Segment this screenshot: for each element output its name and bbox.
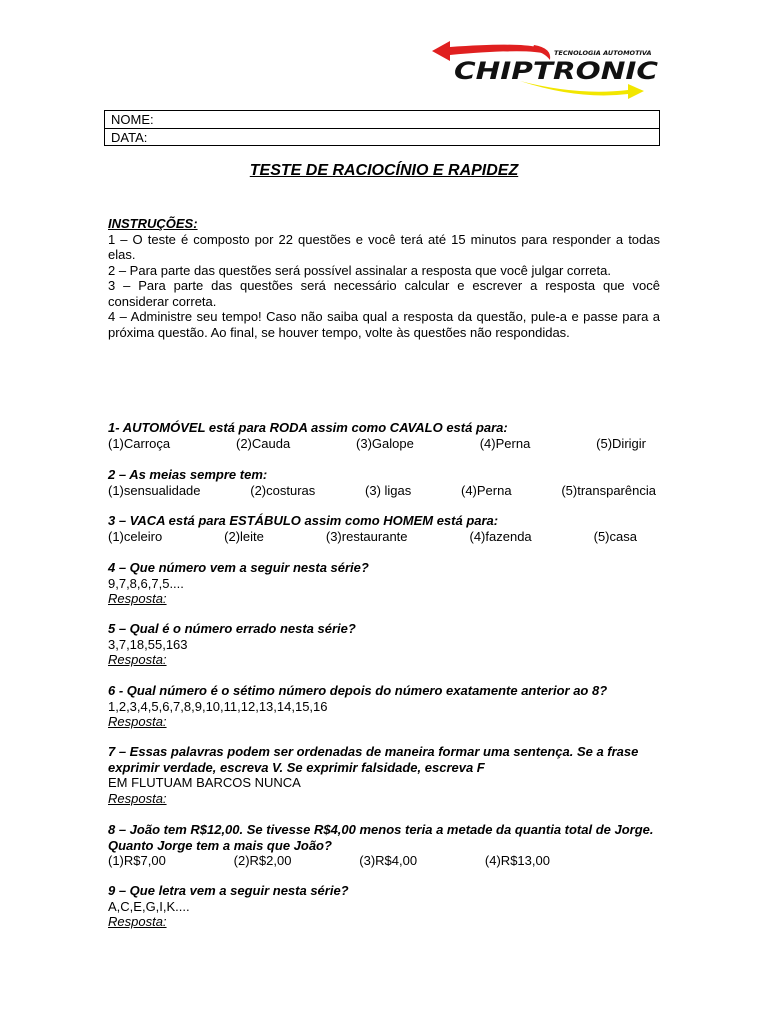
option: (2)Cauda <box>235 435 291 451</box>
option: (4)R$13,00 <box>484 853 550 868</box>
options-row <box>108 436 646 452</box>
question-1 <box>108 420 660 451</box>
options-row <box>108 853 550 869</box>
question-2 <box>108 467 660 498</box>
option: (1)R$7,00 <box>108 853 166 868</box>
name-field-label: NOME: <box>111 112 154 127</box>
logo-wordmark: CHIPTRONIC <box>454 57 659 85</box>
date-field-label: DATA: <box>105 128 659 146</box>
chiptronic-logo <box>428 38 664 100</box>
question-7 <box>108 744 660 806</box>
answer-label: Resposta: <box>108 652 167 667</box>
name-date-box <box>104 110 660 146</box>
instruction-item: 2 – Para parte das questões será possível assinalar a resposta que você julgar correta. <box>108 262 611 278</box>
question-text: 4 – Que número vem a seguir nesta série? <box>108 560 369 575</box>
question-text: 2 – As meias sempre tem: <box>108 467 268 482</box>
instruction-item: 3 – Para parte das questões será necessário calcular e escrever a resposta que você considerar correta. <box>108 278 660 309</box>
question-text: 5 – Qual é o número errado nesta série? <box>108 621 356 636</box>
series-text: 1,2,3,4,5,6,7,8,9,10,11,12,13,14,15,16 <box>108 698 328 714</box>
instruction-item: 1 – O teste é composto por 22 questões e você terá até 15 minutos para responder a todas elas. <box>108 231 660 262</box>
series-text: 9,7,8,6,7,5.... <box>108 575 184 591</box>
option: (3)restaurante <box>325 528 408 544</box>
option: (5)transparência <box>561 482 656 498</box>
option: (2)R$2,00 <box>233 853 292 868</box>
answer-label: Resposta: <box>108 591 167 606</box>
instructions-block <box>108 216 660 340</box>
options-row <box>108 529 637 545</box>
question-text: 9 – Que letra vem a seguir nesta série? <box>108 883 349 898</box>
option: (5)Dirigir <box>596 435 646 451</box>
option: (4)fazenda <box>469 528 532 544</box>
option: (4)Perna <box>461 482 512 498</box>
instruction-item: 4 – Administre seu tempo! Caso não saiba qual a resposta da questão, pule-a e passe para a próxima questão. Ao final, se houver tempo, volte às questões não respondidas. <box>108 309 660 340</box>
answer-label: Resposta: <box>108 914 167 929</box>
options-row <box>108 483 656 499</box>
answer-label: Resposta: <box>108 714 167 729</box>
option: (2)costuras <box>250 482 316 498</box>
question-9 <box>108 883 660 930</box>
question-6 <box>108 683 660 730</box>
option: (3)Galope <box>356 435 414 451</box>
question-text: 7 – Essas palavras podem ser ordenadas de maneira formar uma sentença. Se a frase exprimir verdade, escreva V. Se exprimir falsidade, escreva F <box>108 744 639 775</box>
option: (4)Perna <box>479 435 531 451</box>
option: (3) ligas <box>365 482 412 498</box>
question-3 <box>108 513 660 544</box>
option: (1)celeiro <box>108 528 163 544</box>
words-text: EM FLUTUAM BARCOS NUNCA <box>108 775 301 790</box>
option: (5)casa <box>593 528 637 544</box>
question-text: 3 – VACA está para ESTÁBULO assim como HOMEM está para: <box>108 513 499 528</box>
question-5 <box>108 621 660 668</box>
page-title: TESTE DE RACIOCÍNIO E RAPIDEZ <box>249 162 519 179</box>
series-text: A,C,E,G,I,K.... <box>108 898 190 914</box>
question-8 <box>108 822 660 869</box>
answer-label: Resposta: <box>108 790 167 806</box>
option: (2)leite <box>224 528 264 544</box>
instructions-heading: INSTRUÇÕES: <box>108 216 198 231</box>
question-4 <box>108 560 660 607</box>
question-text: 6 - Qual número é o sétimo número depois do número exatamente anterior ao 8? <box>108 683 608 698</box>
question-text: 1- AUTOMÓVEL está para RODA assim como CAVALO está para: <box>108 420 508 435</box>
question-text: 8 – João tem R$12,00. Se tivesse R$4,00 menos teria a metade da quantia total de Jorge. Quanto Jorge tem a mais que João? <box>108 822 654 853</box>
logo-tagline: TECNOLOGIA AUTOMOTIVA <box>554 49 652 57</box>
option: (1)sensualidade <box>108 482 201 498</box>
option: (3)R$4,00 <box>359 853 418 868</box>
option: (1)Carroça <box>108 435 171 451</box>
series-text: 3,7,18,55,163 <box>108 636 188 652</box>
